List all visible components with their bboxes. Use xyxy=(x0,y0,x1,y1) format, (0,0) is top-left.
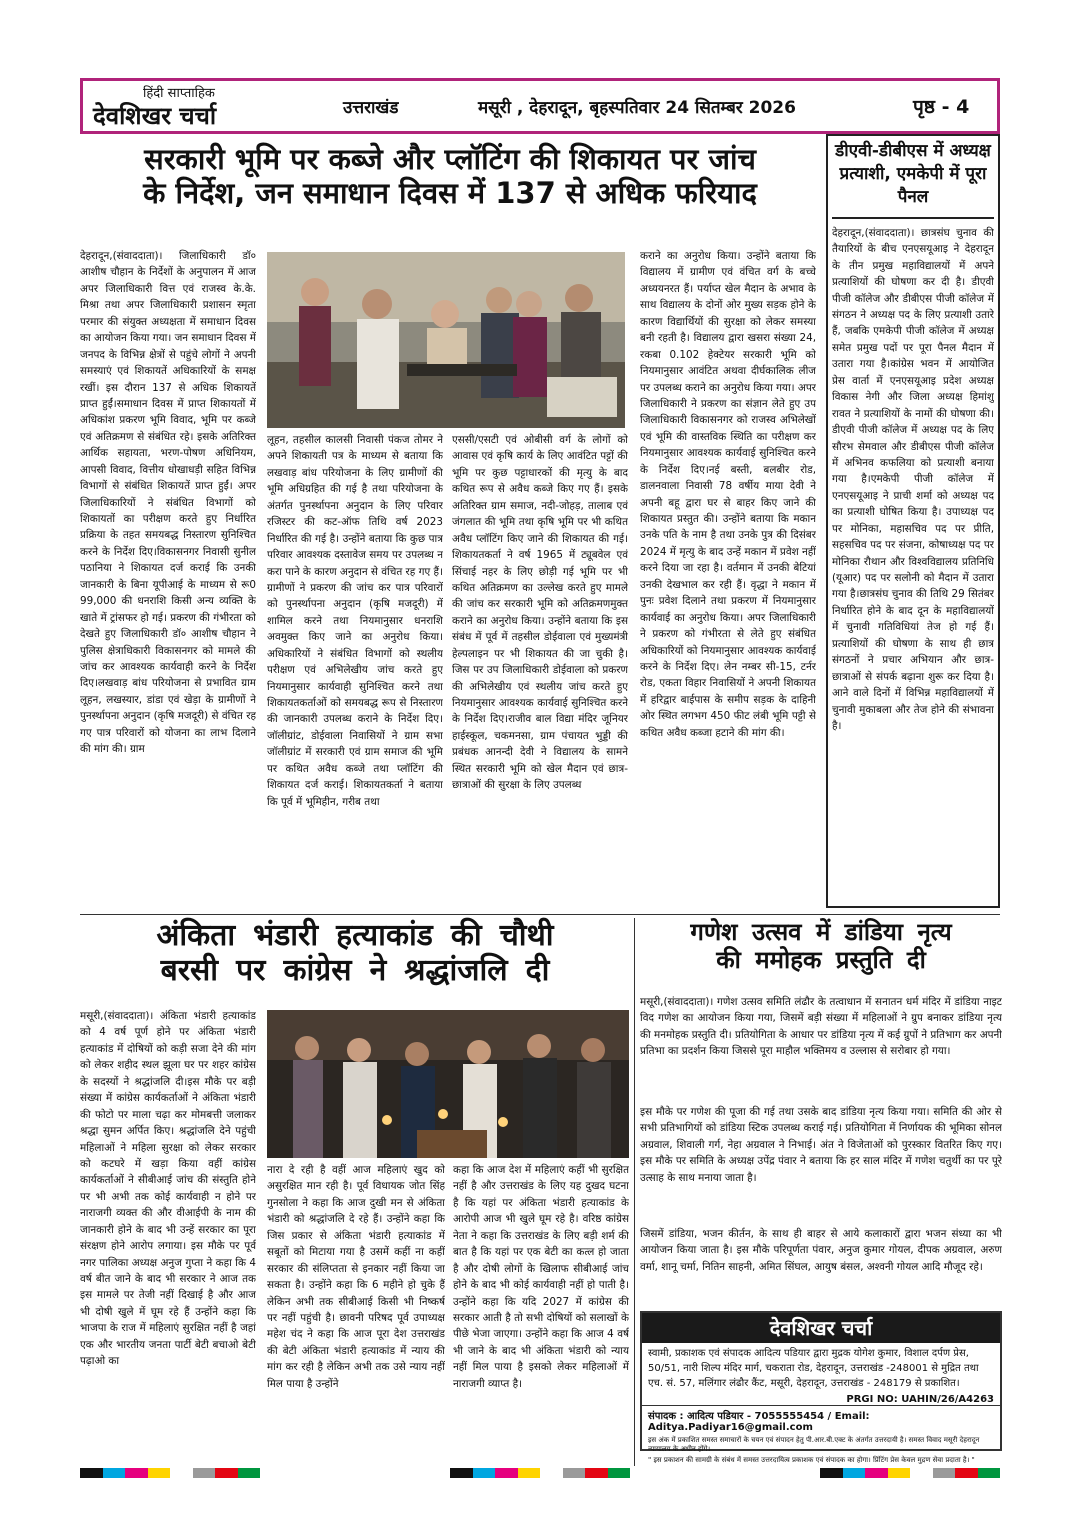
story1-column-1: देहरादून,(संवाददाता)। जिलाधिकारी डॉ० आशीष चौहान के निर्देशों के अनुपालन में आज अपर जिलाधिकारी वित्त एवं राजस्व के.के. मिश्रा तथा अपर जिलाधिकारी प्रशासन स्मृता परमार की संयुक्त अध्यक्षता में समाधान दिवस का आयोजन किया गया। जन समाधान दिवस में जनपद के विभिन्न क्षेत्रों से पहुंचे लोगों ने अपनी समस्याएं एवं शिकायतें अधिकारियों के समक्ष रखीं। इस दौरान 137 से अधिक शिकायतें प्राप्त हुईं।समाधान दिवस में प्राप्त शिकायतों में अधिकांश प्रकरण भूमि विवाद, भूमि पर कब्जे एवं अतिक्रमण से संबंधित रहे। इसके अतिरिक्त आर्थिक सहायता, भरण-पोषण अधिनियम, आपसी विवाद, वित्तीय धोखाधड़ी सहित विभिन्न विभागों से संबंधित शिकायतें प्राप्त हुईं। अपर जिलाधिकारियों ने संबंधित विभागों को शिकायतों का परीक्षण करते हुए निर्धारित प्रक्रिया के तहत समयबद्ध निस्तारण सुनिश्चित करने के निर्देश दिए।विकासनगर निवासी सुनील पठानिया ने शिकायत दर्ज कराई कि उनकी जानकारी के बिना यूपीआई के माध्यम से रू0 99,000 की धनराशि किसी अन्य व्यक्ति के खाते में ट्रांसफर हो गई। प्रकरण की गंभीरता को देखते हुए जिलाधिकारी डॉ० आशीष चौहान ने पुलिस क्षेत्राधिकारी विकासनगर को मामले की जांच कर आवश्यक कार्यवाही करने के निर्देश दिए।लखवाड़ बांध परियोजना से प्रभावित ग्राम लूहन, लखस्यार, डांडा एवं खेड़ा के ग्रामीणों ने पुनर्स्थापना अनुदान (कृषि मजदूरी) से वंचित रह गए पात्र परिवारों को योजना का लाभ दिलाने की मांग की। ग्राम xyxy=(80,250,256,756)
imprint-title: देवशिखर चर्चा xyxy=(642,1313,1000,1343)
imprint-body: स्वामी, प्रकाशक एवं संपादक आदित्य पडियार द्वारा मुद्रक योगेश कुमार, विशाल दर्पण प्रेस, 50/51, नारी शिल्प मंदिर मार्ग, चकराता रोड, देहरादून, उत्तराखंड -248001 से मुद्रित तथा एच. सं. 57, मलिंगार लंढौर कैंट, मसूरी, देहरादून, उत्तराखंड - 248179 से प्रकाशित। xyxy=(648,1348,979,1389)
masthead-state: उत्तराखंड xyxy=(343,98,399,118)
masthead xyxy=(80,78,1000,134)
color-swatch xyxy=(80,1468,103,1478)
imprint-box xyxy=(640,1311,1002,1465)
color-swatch xyxy=(450,1468,473,1478)
sidebar-headline: डीएवी-डीबीएस में अध्यक्ष प्रत्याशी, एमकेपी में पूरा पैनल xyxy=(832,140,994,219)
story1-column-4: कराने का अनुरोध किया। उन्होंने बताया कि विद्यालय में ग्रामीण एवं वंचित वर्ग के बच्चे अध्ययनरत हैं। पर्याप्त खेल मैदान के अभाव के साथ विद्यालय के दोनों ओर मुख्य सड़क होने के कारण विद्यार्थियों की सुरक्षा को लेकर समस्या बनी रहती है। विद्यालय द्वारा खसरा संख्या 24, रकबा 0.102 हेक्टेयर सरकारी भूमि को नियमानुसार आवंटित अथवा दीर्घकालिक लीज पर उपलब्ध कराने का अनुरोध किया गया। अपर जिलाधिकारी ने प्रकरण का संज्ञान लेते हुए उप जिलाधिकारी विकासनगर को राजस्व अभिलेखों एवं भूमि की वास्तविक स्थिति का परीक्षण कर नियमानुसार आवश्यक कार्यवाई सुनिश्चित करने के निर्देश दिए।नई बस्ती, बलबीर रोड, डालनवाला निवासी 78 वर्षीय माया देवी ने अपनी बहू द्वारा घर से बाहर किए जाने की शिकायत प्रस्तुत की। उन्होंने बताया कि मकान उनके पति के नाम है तथा उनके पुत्र की दिसंबर 2024 में मृत्यु के बाद उन्हें मकान में प्रवेश नहीं करने दिया जा रहा है। वर्तमान में उनकी बेटियां उनकी देखभाल कर रही हैं। वृद्धा ने मकान में पुनः प्रवेश दिलाने तथा प्रकरण में नियमानुसार कार्यवाई का अनुरोध किया। अपर जिलाधिकारी ने प्रकरण को गंभीरता से लेते हुए संबंधित अधिकारियों को नियमानुसार आवश्यक कार्यवाई करने के निर्देश दिए। लेन नम्बर सी-15, टर्नर रोड, एकता विहार निवासियों ने अपनी शिकायत में हरिद्वार बाईपास के समीप सड़क के दाहिनी ओर स्थित लगभग 450 फीट लंबी भूमि पट्टी से कथित अवैध कब्जा हटाने की मांग की। xyxy=(640,250,816,739)
imprint-note-1: इस अंक में प्रकाशित समस्त समाचारों के चयन एवं संपादन हेतु पी.आर.बी.एक्ट के अंतर्गत उत्तरदायी है। समस्त विवाद मसूरी देहरादून न्यायालय के अधीन होंगे। xyxy=(648,1436,980,1454)
imprint-editor: संपादक : आदित्य पडियार - 7055555454 / Email: Aditya.Padiyar16@gmail.com xyxy=(642,1405,1000,1435)
story2-headline-line1: अंकिता भंडारी हत्याकांड की चौथी xyxy=(156,918,554,953)
story1-column-2: लूहन, तहसील कालसी निवासी पंकज तोमर ने अपने शिकायती पत्र के माध्यम से बताया कि लखवाड़ बांध परियोजना के लिए ग्रामीणों की भूमि अधिग्रहित की गई है तथा परियोजना के अंतर्गत पुनर्स्थापना अनुदान के लिए परिवार रजिस्टर की कट-ऑफ तिथि वर्ष 2023 निर्धारित की गई है। उन्होंने बताया कि कुछ पात्र परिवार आवश्यक दस्तावेज समय पर उपलब्ध न करा पाने के कारण अनुदान से वंचित रह गए हैं। ग्रामीणों ने प्रकरण की जांच कर पात्र परिवारों को पुनर्स्थापना अनुदान (कृषि मजदूरी) में शामिल करने तथा नियमानुसार धनराशि अवमुक्त किए जाने का अनुरोध किया। अधिकारियों ने संबंधित विभागों को स्थलीय परीक्षण एवं अभिलेखीय जांच करते हुए नियमानुसार कार्यवाही सुनिश्चित करने तथा शिकायतकर्ताओं को समयबद्ध रूप से निस्तारण की जानकारी उपलब्ध कराने के निर्देश दिए।जॉलीग्रांट, डोईवाला निवासियों ने ग्राम सभा जॉलीग्रांट में सरकारी एवं ग्राम समाज की भूमि पर कथित अवैध कब्जे तथा प्लॉटिंग की शिकायत दर्ज कराई। शिकायतकर्ता ने बताया कि पूर्व में भूमिहीन, गरीब तथा xyxy=(267,434,443,808)
color-swatch xyxy=(215,1468,238,1478)
color-swatch xyxy=(933,1468,956,1478)
color-swatch xyxy=(148,1468,171,1478)
story3-headline-line1: गणेश उत्सव में डांडिया नृत्य xyxy=(690,918,952,946)
story1-headline xyxy=(80,142,820,210)
color-swatch xyxy=(103,1468,126,1478)
color-swatch xyxy=(495,1468,518,1478)
color-swatch xyxy=(473,1468,496,1478)
masthead-weekly: हिंदी साप्ताहिक xyxy=(143,86,215,101)
color-swatch xyxy=(125,1468,148,1478)
story3-paragraph-3: जिसमें डांडिया, भजन कीर्तन, के साथ ही बाहर से आये कलाकारों द्वारा भजन संध्या का भी आयोजन किया जाता है। इस मौके परिपूर्णता पंवार, अनुज कुमार गोयल, दीपक अग्रवाल, अरुण वर्मा, शानू चर्मा, नितिन साहनी, अमित सिंघल, आयुष बंसल, अश्वनी गोयल आदि मौजूद रहे। xyxy=(640,1228,1002,1273)
imprint-note-2: " इस प्रकाशन की सामग्री के संबंध में समस्त उत्तरदायित्व प्रकाशक एवं संपादक का होगा। प्रिंटिंग प्रेस केवल मुद्रण सेवा प्रदाता है। " xyxy=(648,1456,975,1465)
story2-photo xyxy=(267,1010,629,1158)
imprint-prgi: PRGI NO: UAHIN/26/A4263 xyxy=(846,1394,994,1405)
story1-column-3: एससी/एसटी एवं ओबीसी वर्ग के लोगों को आवास एवं कृषि कार्य के लिए आवंटित पट्टों की भूमि पर कुछ पट्टाधारकों की मृत्यु के बाद कथित रूप से अवैध कब्जे किए गए हैं। इसके अतिरिक्त ग्राम समाज, नदी-जोहड़, तालाब एवं जंगलात की भूमि तथा कृषि भूमि पर भी कथित अवैध प्लॉटिंग किए जाने की शिकायत की गई। शिकायतकर्ता ने वर्ष 1965 में ट्यूबवेल एवं सिंचाई नहर के लिए छोड़ी गई भूमि पर भी कथित अतिक्रमण का उल्लेख करते हुए मामले की जांच कर सरकारी भूमि को अतिक्रमणमुक्त कराने का अनुरोध किया। उन्होंने बताया कि इस संबंध में पूर्व में तहसील डोईवाला एवं मुख्यमंत्री हेल्पलाइन पर भी शिकायत की जा चुकी है। जिस पर उप जिलाधिकारी डोईवाला को प्रकरण की अभिलेखीय एवं स्थलीय जांच करते हुए नियमानुसार आवश्यक कार्यवाई सुनिश्चित करने के निर्देश दिए।राजीव बाल विद्या मंदिर जूनियर हाईस्कूल, चकमनसा, ग्राम पंचायत भुड्डी की प्रबंधक आनन्दी देवी ने विद्यालय के सामने स्थित सरकारी भूमि को खेल मैदान एवं छात्र-छात्राओं की सुरक्षा के लिए उपलब्ध xyxy=(452,434,628,792)
story3-paragraph-1: मसूरी,(संवाददाता)। गणेश उत्सव समिति लंढौर के तत्वाधान में सनातन धर्म मंदिर में डांडिया नाइट विद गणेश का आयोजन किया गया, जिसमें बड़ी संख्या में महिलाओं ने ग्रुप बनाकर डांडिया नृत्य की मनमोहक प्रस्तुति दी। प्रतियोगिता के आधार पर डांडिया नृत्य में कई ग्रुपों ने प्रतिभाग कर अपनी प्रतिभा का प्रदर्शन किया जिससे पूरा माहौल भक्तिमय व उल्लास से सरोबार हो गया। xyxy=(640,996,1002,1058)
column-divider xyxy=(634,918,635,1466)
color-swatch xyxy=(170,1468,193,1478)
story1-headline-line1: सरकारी भूमि पर कब्जे और प्लॉटिंग की शिकायत पर जांच xyxy=(144,142,756,176)
story3-headline xyxy=(640,918,1002,975)
color-swatch xyxy=(888,1468,911,1478)
color-swatch xyxy=(540,1468,563,1478)
masthead-dateline: मसूरी , देहरादून, बृहस्पतिवार 24 सितम्बर 2026 xyxy=(478,98,796,118)
story2-headline-line2: बरसी पर कांग्रेस ने श्रद्धांजलि दी xyxy=(160,953,550,989)
page-number: पृष्ठ - 4 xyxy=(913,96,970,118)
color-swatch xyxy=(955,1468,978,1478)
color-swatch xyxy=(238,1468,261,1478)
color-swatch xyxy=(193,1468,216,1478)
story2-headline xyxy=(80,918,630,989)
color-swatch xyxy=(978,1468,1001,1478)
sidebar-body: देहरादून,(संवाददाता)। छात्रसंघ चुनाव की तैयारियों के बीच एनएसयूआइ ने देहरादून के तीन प्रमुख महाविद्यालयों में अपने प्रत्याशियों की घोषणा कर दी है। डीएवी पीजी कॉलेज और डीबीएस पीजी कॉलेज में संगठन ने अध्यक्ष पद के लिए प्रत्याशी उतारे हैं, जबकि एमकेपी पीजी कॉलेज में अध्यक्ष समेत प्रमुख पदों पर पूरा पैनल मैदान में उतारा गया है।कांग्रेस भवन में आयोजित प्रेस वार्ता में एनएसयूआइ प्रदेश अध्यक्ष विकास नेगी और जिला अध्यक्ष हिमांशु रावत ने प्रत्याशियों के नामों की घोषणा की। डीएवी पीजी कॉलेज में अध्यक्ष पद के लिए सौरभ सेमवाल और डीबीएस पीजी कॉलेज में अभिनव कफलिया को प्रत्याशी बनाया गया है।एमकेपी पीजी कॉलेज में एनएसयूआइ ने प्राची शर्मा को अध्यक्ष पद का प्रत्याशी घोषित किया है। उपाध्यक्ष पद पर मोनिका, महासचिव पद पर प्रीति, सहसचिव पद पर संजना, कोषाध्यक्ष पद पर मोनिका रौथान और विश्वविद्यालय प्रतिनिधि (यूआर) पद पर सलोनी को मैदान में उतारा गया है।छात्रसंघ चुनाव की तिथि 29 सितंबर निर्धारित होने के बाद दून के महाविद्यालयों में चुनावी गतिविधियां तेज हो गई हैं। प्रत्याशियों की घोषणा के साथ ही छात्र संगठनों ने प्रचार अभियान और छात्र-छात्राओं से संपर्क बढ़ाना शुरू कर दिया है। आने वाले दिनों में विभिन्न महाविद्यालयों में चुनावी मुकाबला और तेज होने की संभावना है। xyxy=(832,226,994,732)
color-swatch xyxy=(563,1468,586,1478)
color-swatch xyxy=(518,1468,541,1478)
color-registration-bar-3 xyxy=(820,1468,1000,1478)
color-swatch xyxy=(910,1468,933,1478)
color-registration-bar-1 xyxy=(80,1468,260,1478)
color-swatch xyxy=(608,1468,631,1478)
color-swatch xyxy=(820,1468,843,1478)
story1-headline-line2: के निर्देश, जन समाधान दिवस में 137 से अधिक फरियाद xyxy=(143,176,757,211)
story2-column-1: मसूरी,(संवाददाता)। अंकिता भंडारी हत्याकांड को 4 वर्ष पूर्ण होने पर अंकिता भंडारी हत्याकांड में दोषियों को कड़ी सजा देने की मांग को लेकर शहीद स्थल झूला घर पर शहर कांग्रेस के सदस्यों ने श्रद्धांजलि दी।इस मौके पर बड़ी संख्या में कांग्रेस कार्यकर्ताओं ने अंकिता भंडारी की फोटो पर माला चढ़ा कर मोमबत्ती जलाकर श्रद्धा सुमन अर्पित किए। श्रद्धांजलि देने पहुंची महिलाओं ने महिला सुरक्षा को लेकर सरकार को कटघरे में खड़ा किया वहीं कांग्रेस कार्यकर्ताओं ने सीबीआई जांच की संस्तुति होने पर भी अभी तक कोई कार्यवाही न होने पर नाराजगी व्यक्त की और वीआईपी के नाम की जानकारी होने के बाद भी उन्हें सरकार का पूरा संरक्षण होने आरोप लगाया। इस मौके पर पूर्व नगर पालिका अध्यक्ष अनुज गुप्ता ने कहा कि 4 वर्ष बीत जाने के बाद भी सरकार ने आज तक इस मामले पर तेजी नहीं दिखाई है और आज भी दोषी खुले में घूम रहे हैं उन्होंने कहा कि भाजपा के राज में महिलाएं सुरक्षित नहीं है जहां एक और भारतीय जनता पार्टी बेटी बचाओ बेटी पढ़ाओ का xyxy=(80,1010,256,1368)
color-registration-bar-2 xyxy=(450,1468,630,1478)
story3-paragraph-2: इस मौके पर गणेश की पूजा की गई तथा उसके बाद डांडिया नृत्य किया गया। समिति की ओर से सभी प्रतिभागियों को डांडिया स्टिक उपलब्ध कराई गई। प्रतियोगिता में निर्णायक की भूमिका सोनल अग्रवाल, शिवाली गर्ग, नेहा अग्रवाल ने निभाई। अंत ने विजेताओं को पुरस्कार वितरित किए गए। इस मौके पर समिति के अध्यक्ष उपेंद्र पंवार ने बताया कि हर साल मंदिर में गणेश चतुर्थी का पर पूरे उत्साह के साथ मनाया जाता है। xyxy=(640,1106,1002,1184)
sidebar-news-box xyxy=(826,134,1000,908)
newspaper-name: देवशिखर चर्चा xyxy=(93,102,217,130)
color-swatch xyxy=(843,1468,866,1478)
story1-photo xyxy=(267,252,625,428)
story2-column-3: कहा कि आज देश में महिलाएं कहीं भी सुरक्षित नहीं है और उत्तराखंड के लिए यह दुखद घटना है कि यहां पर अंकिता भंडारी हत्याकांड के आरोपी आज भी खुले घूम रहे है। वरिष्ठ कांग्रेस नेता ने कहा कि उत्तराखंड के लिए बड़ी शर्म की बात है कि यहां पर एक बेटी का कत्ल हो जाता है और दोषी लोगों के खिलाफ सीबीआई जांच होने के बाद भी कोई कार्यवाही नहीं हो पाती है। उन्होंने कहा कि यदि 2027 में कांग्रेस की सरकार आती है तो सभी दोषियों को सलाखों के पीछे भेजा जाएगा। उन्होंने कहा कि आज 4 वर्ष भी जाने के बाद भी अंकिता भंडारी को न्याय नहीं मिल पाया है इसको लेकर महिलाओं में नाराजगी व्याप्त है। xyxy=(453,1164,629,1390)
story3-headline-line2: की ममोहक प्रस्तुति दी xyxy=(716,946,926,975)
story2-column-2: नारा दे रही है वहीं आज महिलाएं खुद को असुरक्षित मान रही है। पूर्व विधायक जोत सिंह गुनसोला ने कहा कि आज दुखी मन से अंकिता भंडारी को श्रद्धांजलि दे रहे हैं। उन्होंने कहा कि जिस प्रकार से अंकिता भंडारी हत्याकांड में सबूतों को मिटाया गया है उसमें कहीं ना कहीं सरकार की संलिप्तता से इनकार नहीं किया जा सकता है। उन्होंने कहा कि 6 महीने हो चुके हैं लेकिन अभी तक सीबीआई किसी भी निष्कर्ष पर नहीं पहुंची है। छावनी परिषद पूर्व उपाध्यक्ष महेश चंद ने कहा कि आज पूरा देश उत्तराखंड की बेटी अंकिता भंडारी हत्याकांड में न्याय की मांग कर रही है लेकिन अभी तक उसे न्याय नहीं मिल पाया है उन्होंने xyxy=(267,1164,445,1390)
color-swatch xyxy=(865,1468,888,1478)
section-divider xyxy=(80,914,1000,915)
color-swatch xyxy=(585,1468,608,1478)
